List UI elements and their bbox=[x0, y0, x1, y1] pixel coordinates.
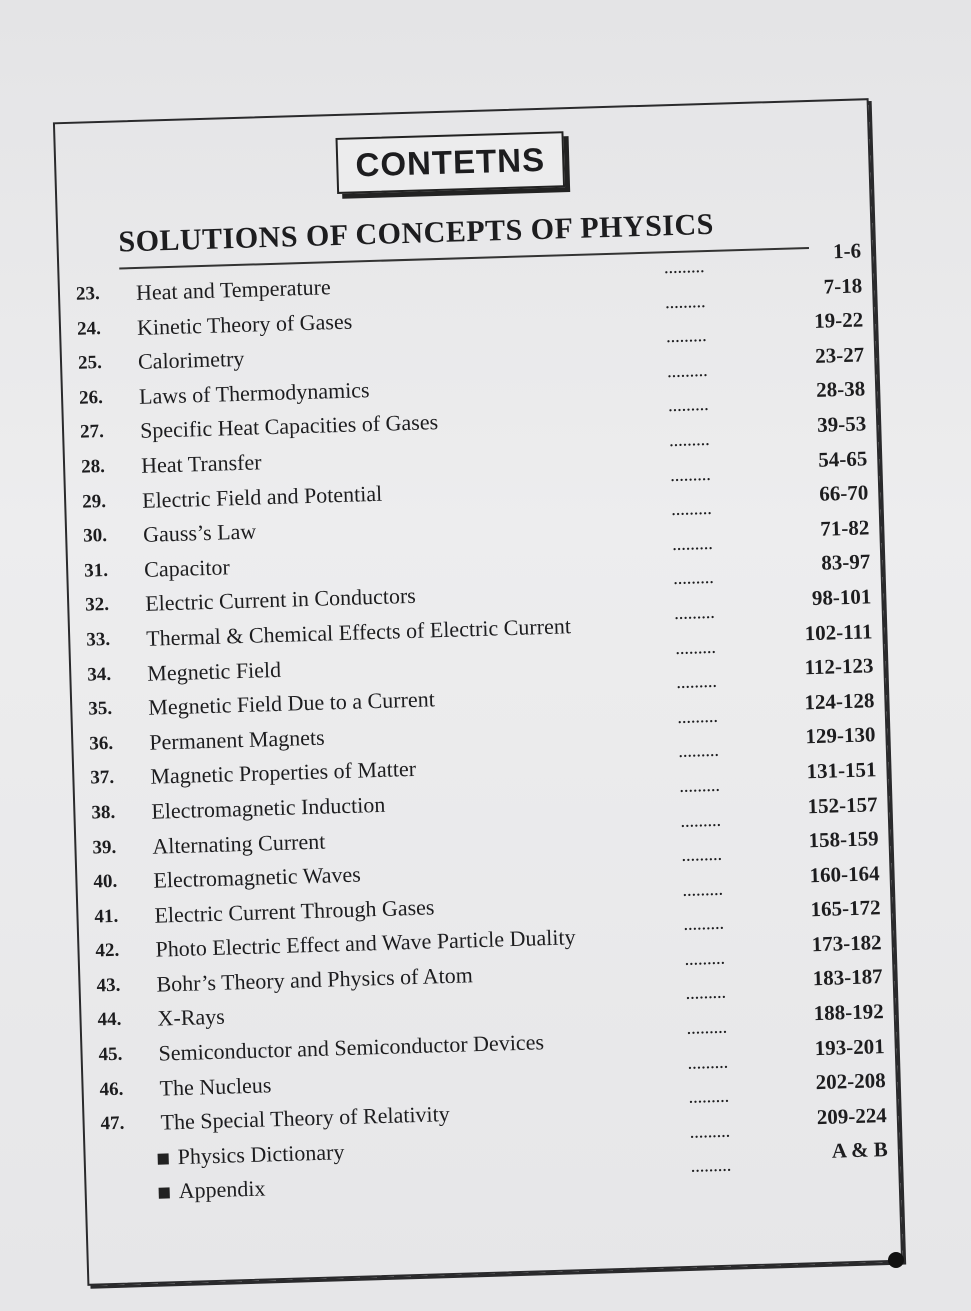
chapter-number: 42. bbox=[95, 940, 120, 962]
chapter-title: X-Rays bbox=[157, 1004, 226, 1032]
contents-frame bbox=[53, 98, 903, 1286]
page-range: 98-101 bbox=[811, 584, 872, 610]
page-range: A & B bbox=[831, 1137, 889, 1164]
leader-dots: ......... bbox=[675, 641, 717, 658]
chapter-title: Bohr’s Theory and Physics of Atom bbox=[156, 962, 474, 997]
chapter-title: Heat and Temperature bbox=[135, 274, 332, 305]
chapter-number: 34. bbox=[87, 663, 112, 686]
leader-dots: ......... bbox=[689, 1125, 731, 1142]
page-range: 188-192 bbox=[813, 999, 885, 1026]
chapter-number: 35. bbox=[88, 697, 113, 720]
leader-dots: ......... bbox=[665, 295, 707, 312]
page-range: 19-22 bbox=[813, 307, 864, 334]
square-bullet-icon bbox=[159, 1188, 170, 1199]
chapter-number: 30. bbox=[82, 525, 108, 547]
page-range: 112-123 bbox=[804, 653, 874, 680]
page-range: 23-27 bbox=[814, 342, 865, 368]
leader-dots: ......... bbox=[678, 745, 720, 762]
page-range: 7-18 bbox=[823, 273, 863, 299]
page-range: 83-97 bbox=[820, 549, 871, 576]
chapter-title: Appendix bbox=[178, 1175, 266, 1204]
chapter-title: Capacitor bbox=[143, 554, 231, 582]
chapter-title: Electromagnetic Induction bbox=[151, 791, 386, 824]
page-range: 165-172 bbox=[810, 895, 881, 922]
chapter-number: 29. bbox=[81, 490, 107, 513]
page-range: 66-70 bbox=[818, 480, 869, 506]
chapter-title: Electromagnetic Waves bbox=[153, 861, 362, 893]
chapter-number: 46. bbox=[99, 1078, 124, 1101]
chapter-title: Physics Dictionary bbox=[177, 1139, 345, 1169]
chapter-number: 25. bbox=[77, 352, 103, 374]
page-range: 28-38 bbox=[815, 376, 866, 403]
leader-dots: ......... bbox=[687, 1056, 729, 1073]
chapter-title: Permanent Magnets bbox=[148, 724, 325, 755]
chapter-number: 45. bbox=[98, 1043, 123, 1066]
leader-dots: ......... bbox=[670, 468, 712, 485]
chapter-title: Gauss’s Law bbox=[142, 518, 257, 548]
chapter-title: Heat Transfer bbox=[140, 449, 262, 478]
page-range: 102-111 bbox=[804, 618, 873, 645]
leader-dots: ......... bbox=[682, 883, 724, 900]
leader-dots: ......... bbox=[673, 572, 715, 589]
chapter-number: 33. bbox=[85, 628, 111, 651]
chapter-title: Electric Field and Potential bbox=[141, 480, 383, 513]
page-range: 71-82 bbox=[819, 515, 870, 541]
chapter-title: Laws of Thermodynamics bbox=[138, 376, 370, 409]
chapter-number: 37. bbox=[90, 767, 115, 789]
chapter-title: Specific Heat Capacities of Gases bbox=[139, 409, 439, 444]
chapter-number: 31. bbox=[83, 559, 109, 582]
square-bullet-icon bbox=[158, 1153, 169, 1164]
leader-dots: ......... bbox=[666, 330, 708, 347]
leader-dots: ......... bbox=[680, 814, 722, 831]
leader-dots: ......... bbox=[685, 987, 727, 1004]
leader-dots: ......... bbox=[669, 433, 711, 451]
leader-dots: ......... bbox=[677, 710, 719, 727]
chapter-number: 38. bbox=[91, 801, 116, 824]
page-range: 152-157 bbox=[807, 791, 878, 818]
chapter-title: Electric Current in Conductors bbox=[144, 583, 417, 617]
contents-title-box bbox=[336, 131, 566, 194]
leader-dots: ......... bbox=[676, 676, 718, 693]
chapter-title: Kinetic Theory of Gases bbox=[136, 308, 353, 340]
chapter-number: 26. bbox=[78, 386, 104, 409]
chapter-number: 24. bbox=[76, 317, 102, 340]
chapter-title: Megnetic Field bbox=[146, 656, 282, 686]
contents-title: CONTETNS bbox=[355, 140, 546, 184]
page-range: 158-159 bbox=[808, 826, 879, 853]
leader-dots: ......... bbox=[686, 1021, 728, 1039]
chapter-title: Semiconductor and Semiconductor Devices bbox=[158, 1029, 545, 1066]
chapter-title: Electric Current Through Gases bbox=[154, 894, 435, 928]
leader-dots: ......... bbox=[674, 606, 716, 624]
page-range: 131-151 bbox=[806, 757, 877, 784]
chapter-number: 39. bbox=[92, 836, 117, 859]
chapter-title: Calorimetry bbox=[137, 345, 245, 375]
chapter-number: 40. bbox=[93, 870, 118, 893]
chapter-title: Alternating Current bbox=[152, 828, 326, 859]
page-range: 1-6 bbox=[832, 238, 862, 264]
leader-dots: ......... bbox=[683, 918, 725, 935]
chapter-title: Photo Electric Effect and Wave Particle Duality bbox=[155, 924, 576, 962]
chapter-number: 28. bbox=[80, 455, 106, 478]
leader-dots: ......... bbox=[671, 503, 713, 520]
chapter-number: 43. bbox=[96, 974, 121, 997]
chapter-number: 41. bbox=[94, 905, 119, 928]
page-range: 124-128 bbox=[804, 687, 875, 715]
leader-dots: ......... bbox=[684, 952, 726, 969]
chapter-number: 23. bbox=[75, 283, 101, 305]
leader-dots: ......... bbox=[681, 848, 723, 866]
page-range: 39-53 bbox=[816, 411, 867, 437]
chapter-number: 32. bbox=[84, 594, 110, 616]
chapter-title: Magnetic Properties of Matter bbox=[149, 756, 417, 790]
page-range: 129-130 bbox=[805, 722, 876, 749]
toc-list bbox=[60, 238, 899, 1214]
page-range: 173-182 bbox=[811, 930, 882, 957]
chapter-title: The Special Theory of Relativity bbox=[160, 1101, 451, 1135]
page-range: 183-187 bbox=[812, 964, 883, 991]
leader-dots: ......... bbox=[667, 364, 709, 382]
leader-dots: ......... bbox=[672, 537, 714, 554]
leader-dots: ......... bbox=[668, 399, 710, 416]
chapter-title: Thermal & Chemical Effects of Electric Current bbox=[145, 613, 572, 651]
leader-dots: ......... bbox=[688, 1090, 730, 1108]
leader-dots: ......... bbox=[691, 1160, 732, 1177]
chapter-title: Megnetic Field Due to a Current bbox=[147, 686, 436, 720]
chapter-number: 27. bbox=[79, 421, 105, 444]
book-subtitle: SOLUTIONS OF CONCEPTS OF PHYSICS bbox=[118, 207, 715, 259]
chapter-number: 36. bbox=[89, 732, 114, 755]
chapter-title: The Nucleus bbox=[159, 1071, 272, 1101]
chapter-number: 44. bbox=[97, 1009, 122, 1031]
page-range: 209-224 bbox=[816, 1102, 888, 1129]
leader-dots: ......... bbox=[679, 779, 721, 796]
leader-dots: ......... bbox=[664, 261, 706, 278]
page-range: 202-208 bbox=[815, 1068, 887, 1095]
page-range: 193-201 bbox=[814, 1033, 886, 1060]
page-range: 160-164 bbox=[809, 860, 880, 887]
page-dot-mark bbox=[888, 1252, 904, 1268]
page-range: 54-65 bbox=[817, 445, 868, 472]
chapter-number: 47. bbox=[100, 1112, 125, 1135]
